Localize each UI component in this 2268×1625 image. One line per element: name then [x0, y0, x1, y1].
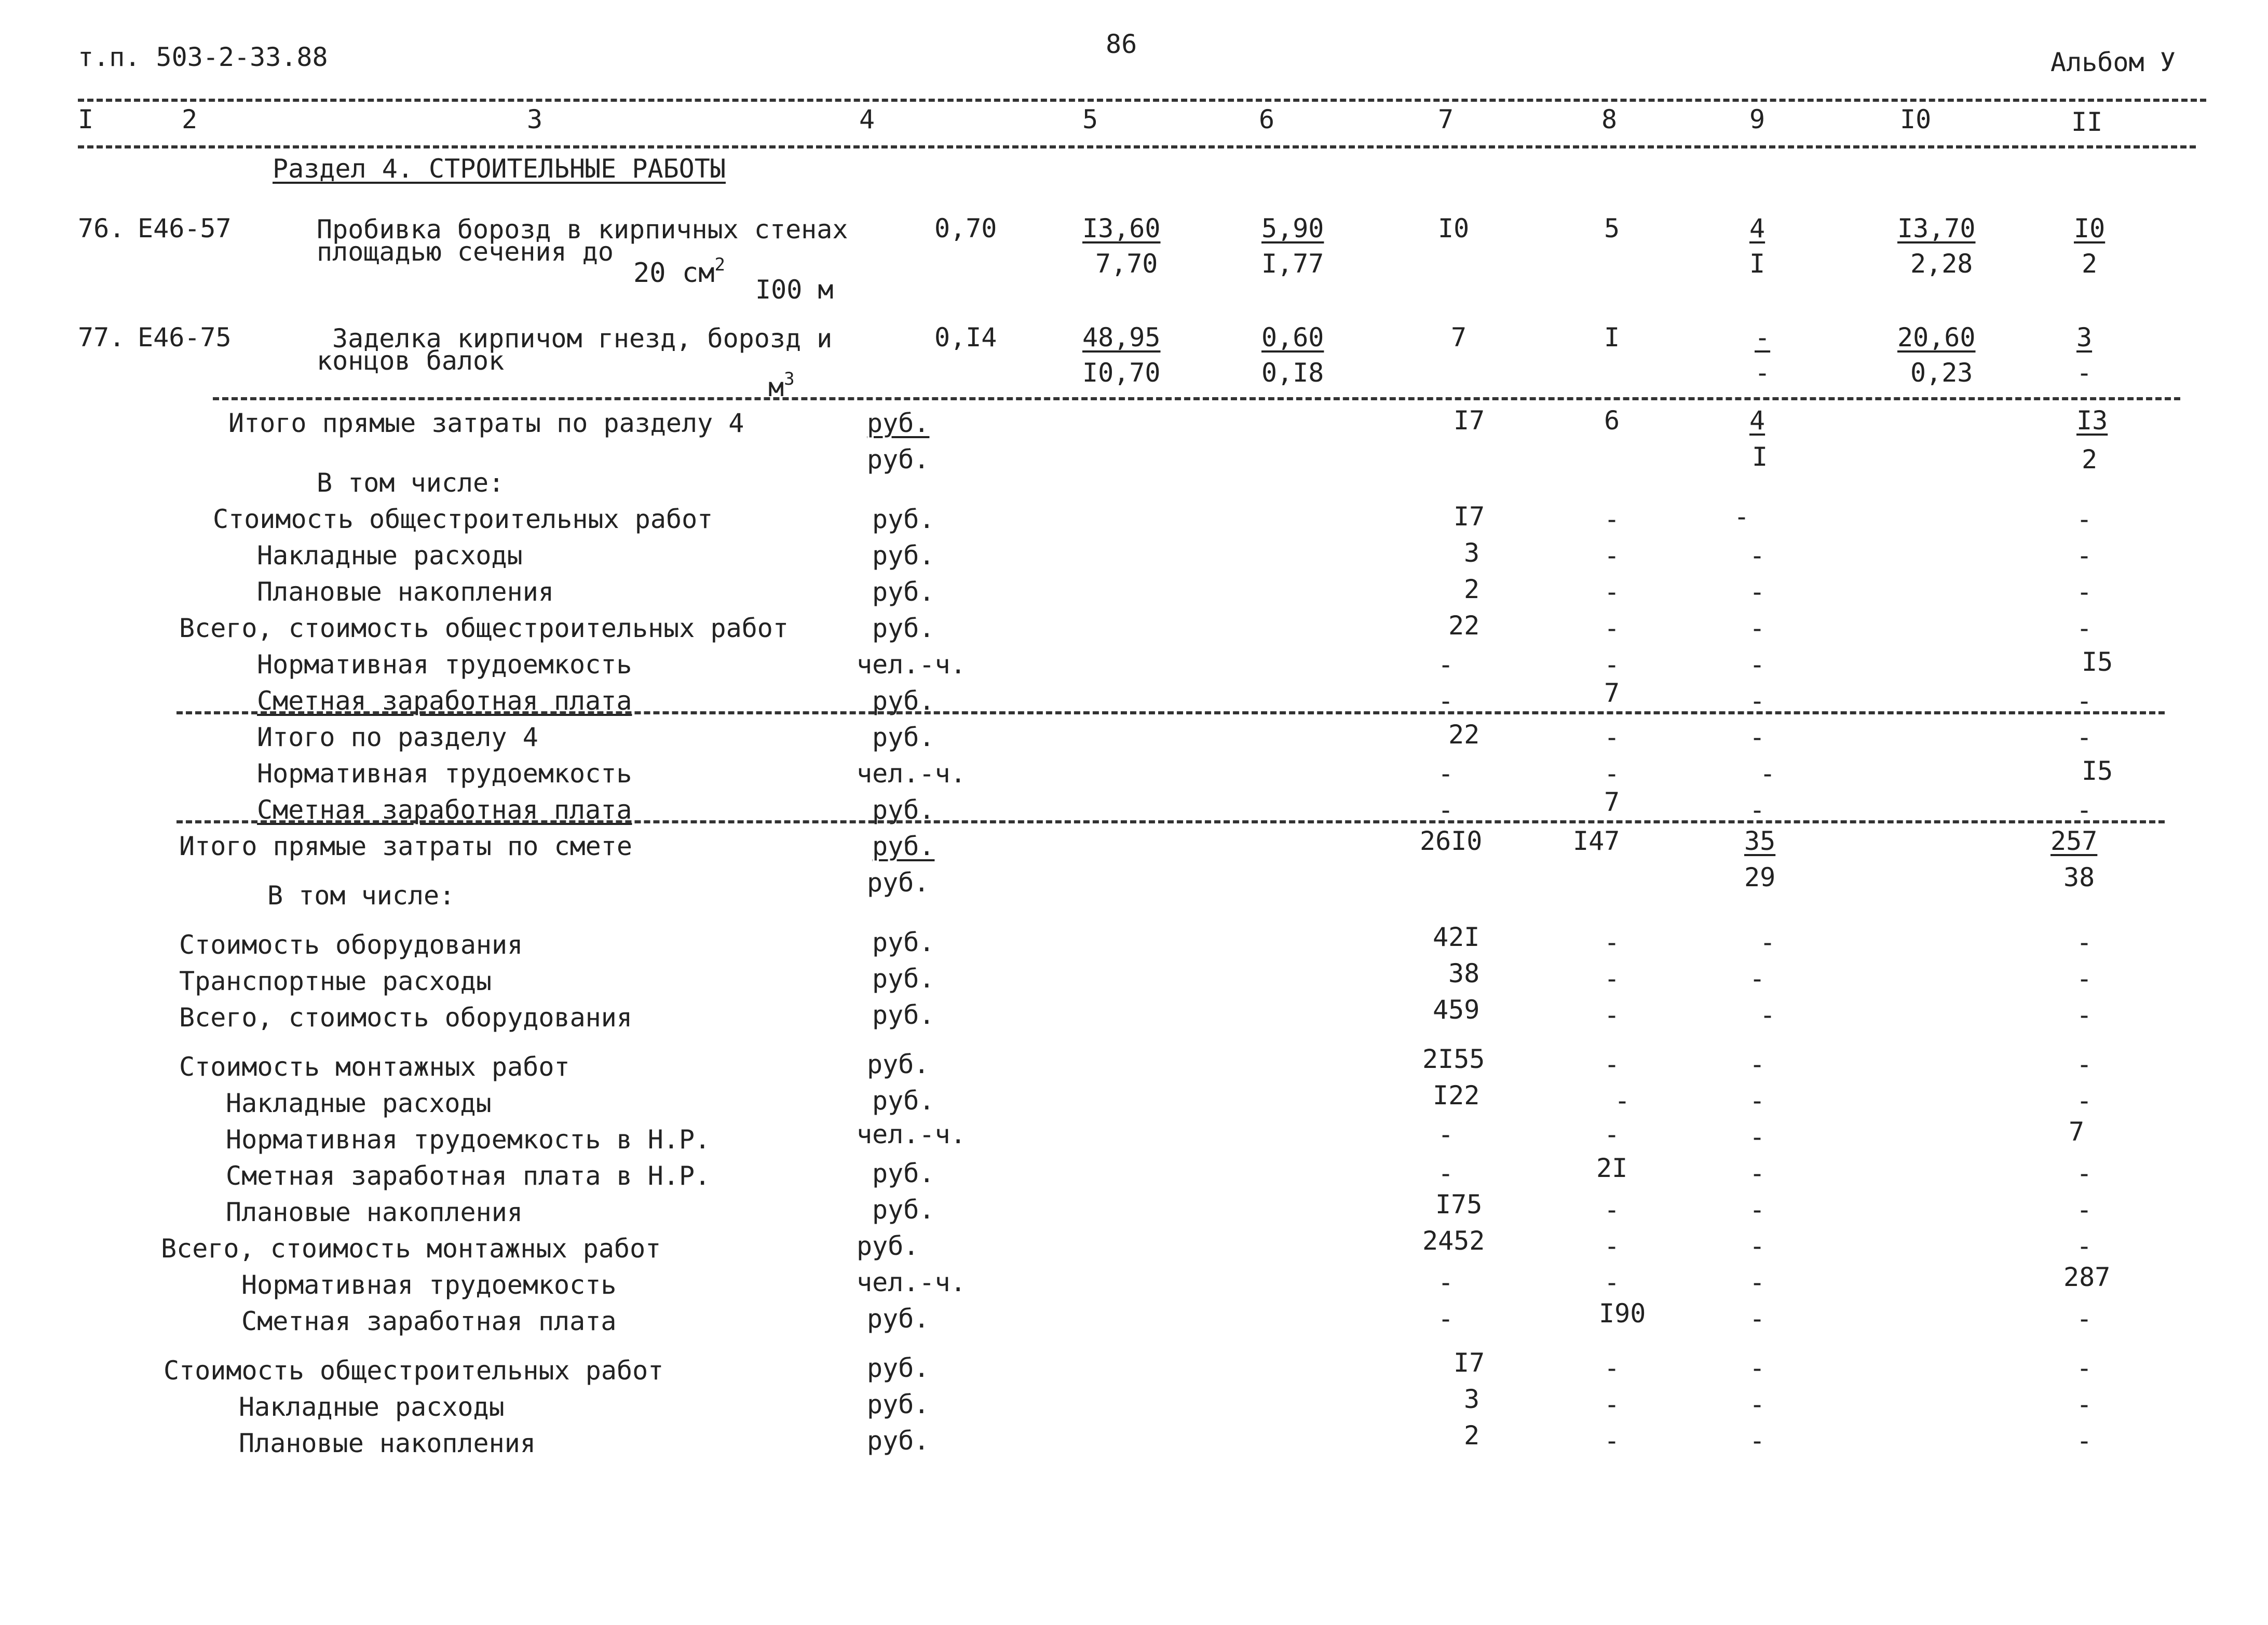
summary-unit: руб. — [867, 1389, 930, 1419]
summary-label: Плановые накопления — [257, 577, 554, 607]
summary-label: Плановые накопления — [226, 1197, 523, 1227]
summary-label: Итого прямые затраты по смете — [179, 831, 632, 861]
summary-machinery: - — [1749, 722, 1765, 752]
summary-wages: - — [1604, 1389, 1620, 1419]
summary-unit: чел.-ч. — [857, 649, 966, 680]
summary-labor: - — [2076, 722, 2093, 752]
summary-total: - — [1438, 649, 1454, 680]
unit-cost-machinery: 0,60 — [1261, 322, 1324, 353]
summary-machinery: - — [1760, 759, 1776, 789]
summary-total: - — [1438, 759, 1454, 789]
summary-unit: руб. — [867, 1426, 930, 1456]
summary-wages: - — [1604, 577, 1620, 607]
item-quantity: 0,70 — [934, 213, 997, 243]
summary-machinery: 4 — [1749, 405, 1765, 436]
summary-unit: руб. — [857, 1231, 919, 1261]
summary-wages: - — [1604, 1049, 1620, 1079]
column-header: 8 — [1601, 104, 1618, 134]
column-header: 3 — [527, 104, 543, 134]
summary-labor: - — [2076, 613, 2093, 643]
summary-unit: руб. — [872, 964, 935, 994]
item-quantity: 0,I4 — [934, 322, 997, 353]
summary-label: Накладные расходы — [226, 1088, 492, 1118]
summary-total: 3 — [1464, 1384, 1480, 1414]
summary-label: Стоимость оборудования — [179, 930, 523, 960]
summary-unit: руб. — [872, 577, 935, 607]
summary-labor: - — [2076, 577, 2093, 607]
summary-machinery: - — [1749, 540, 1765, 571]
summary-machinery: - — [1749, 1353, 1765, 1383]
labor-unit: I3,70 — [1897, 213, 1976, 243]
document-code: т.п. 503-2-33.88 — [78, 42, 328, 72]
column-header: 2 — [182, 104, 198, 134]
summary-total: - — [1438, 686, 1454, 716]
summary-unit: руб. — [867, 1304, 930, 1334]
summary-label: Стоимость общестроительных работ — [213, 504, 713, 534]
summary-label: Сметная заработная плата — [257, 686, 632, 716]
total-cost: 7 — [1451, 322, 1467, 353]
summary-total: 2452 — [1422, 1226, 1485, 1256]
wages-total: I — [1604, 322, 1620, 353]
summary-unit: руб. — [872, 1195, 935, 1225]
summary-machinery: - — [1749, 1389, 1765, 1419]
summary-wages: - — [1604, 1353, 1620, 1383]
summary-label: Сметная заработная плата — [257, 795, 632, 825]
summary-total: I7 — [1454, 502, 1485, 532]
summary-label: Нормативная трудоемкость в Н.Р. — [226, 1125, 711, 1155]
summary-machinery: - — [1760, 927, 1776, 957]
summary-label: Нормативная трудоемкость — [241, 1270, 617, 1300]
summary-machinery: - — [1749, 1086, 1765, 1116]
summary-wages: - — [1604, 613, 1620, 643]
summary-wages: - — [1604, 927, 1620, 957]
item-code: Е46-57 — [138, 213, 232, 243]
labor-total: 3 — [2076, 322, 2093, 353]
summary-unit: руб. — [872, 540, 935, 571]
summary-labor: - — [2076, 686, 2093, 716]
summary-labor: - — [2076, 964, 2093, 994]
summary-machinery: I — [1752, 442, 1768, 472]
summary-unit: руб. — [872, 504, 935, 534]
summary-unit: руб. — [872, 686, 935, 716]
labor-total: I0 — [2074, 213, 2106, 243]
machinery-wages-total: I — [1749, 249, 1765, 279]
summary-label: Нормативная трудоемкость — [257, 759, 632, 789]
item-description: концов балок — [317, 346, 505, 376]
labor-total-machinery: 2 — [2082, 249, 2098, 279]
summary-label: Сметная заработная плата в Н.Р. — [226, 1161, 711, 1191]
machinery-wages-total: - — [1755, 358, 1771, 388]
summary-machinery: - — [1749, 1304, 1765, 1334]
summary-unit: руб. — [872, 1000, 935, 1030]
summary-labor: - — [2076, 1195, 2093, 1225]
summary-labor: - — [2076, 1049, 2093, 1079]
summary-unit: руб. — [872, 1086, 935, 1116]
summary-machinery: - — [1749, 1426, 1765, 1456]
summary-machinery: - — [1749, 1195, 1765, 1225]
summary-labor: - — [2076, 1231, 2093, 1261]
summary-unit: руб. — [867, 444, 930, 475]
summary-total: 38 — [1448, 958, 1480, 988]
summary-wages: - — [1604, 1000, 1620, 1030]
total-cost: I0 — [1438, 213, 1470, 243]
summary-wages: - — [1604, 1426, 1620, 1456]
summary-wages: 7 — [1604, 787, 1620, 817]
summary-total: I7 — [1454, 405, 1485, 436]
summary-unit: руб. — [867, 868, 930, 898]
summary-machinery: - — [1749, 577, 1765, 607]
unit-cost-machinery-wages: I,77 — [1261, 249, 1324, 279]
item-number: 77. — [78, 322, 125, 353]
summary-wages: - — [1604, 1195, 1620, 1225]
column-header: 6 — [1259, 104, 1275, 134]
column-header: I — [78, 104, 94, 134]
summary-wages: - — [1604, 722, 1620, 752]
column-header: I0 — [1900, 104, 1932, 134]
album-label: Альбом У — [2050, 47, 2176, 77]
summary-total: 22 — [1448, 611, 1480, 641]
summary-machinery: - — [1749, 613, 1765, 643]
column-header: 5 — [1082, 104, 1098, 134]
summary-label: Накладные расходы — [257, 540, 523, 571]
summary-unit: руб. — [872, 1158, 935, 1188]
summary-total: - — [1438, 1119, 1454, 1149]
summary-labor: - — [2076, 1000, 2093, 1030]
summary-unit: руб. — [872, 927, 935, 957]
summary-labor: I3 — [2076, 405, 2108, 436]
summary-machinery: - — [1749, 795, 1765, 825]
summary-unit: чел.-ч. — [857, 1119, 966, 1149]
summary-machinery: 35 — [1744, 826, 1776, 856]
summary-label: Стоимость монтажных работ — [179, 1052, 570, 1082]
summary-total: 459 — [1433, 995, 1480, 1025]
item-unit-value: м — [768, 372, 784, 402]
summary-machinery: 29 — [1744, 862, 1776, 892]
summary-unit: руб. — [872, 613, 935, 643]
summary-wages: - — [1604, 504, 1620, 534]
summary-label: В том числе: — [317, 468, 505, 498]
summary-label: Итого по разделу 4 — [257, 722, 538, 752]
unit-cost-wages: I0,70 — [1082, 358, 1161, 388]
summary-total: I75 — [1435, 1189, 1483, 1220]
summary-labor: - — [2076, 1304, 2093, 1334]
header-top-rule — [78, 99, 2206, 102]
item-unit: I00 м — [755, 275, 834, 305]
unit-cost-machinery: 5,90 — [1261, 213, 1324, 243]
item-description: Пробивка борозд в кирпичных стенах — [317, 214, 848, 245]
summary-machinery: - — [1734, 502, 1750, 532]
summary-labor: 7 — [2069, 1117, 2085, 1147]
summary-wages: - — [1604, 759, 1620, 789]
unit-cost-total: I3,60 — [1082, 213, 1161, 243]
labor-unit: 20,60 — [1897, 322, 1976, 353]
summary-label: Плановые накопления — [239, 1428, 536, 1458]
summary-labor: - — [2076, 927, 2093, 957]
summary-unit: руб. — [872, 722, 935, 752]
column-header: 4 — [859, 104, 875, 134]
summary-labor: - — [2076, 795, 2093, 825]
summary-labor: 38 — [2063, 862, 2095, 892]
summary-total: 42I — [1433, 922, 1480, 952]
summary-machinery: - — [1749, 649, 1765, 680]
summary-machinery: - — [1760, 1000, 1776, 1030]
summary-unit: руб. — [872, 831, 935, 861]
item-description: площадью сечения до — [317, 237, 614, 267]
machinery-total: 4 — [1749, 213, 1765, 243]
item-area-exponent: 2 — [714, 254, 726, 275]
unit-cost-wages: 7,70 — [1095, 249, 1158, 279]
summary-machinery: - — [1749, 1267, 1765, 1297]
labor-total-machinery: - — [2076, 358, 2093, 388]
summary-total: 2 — [1464, 574, 1480, 604]
item-area-value: 20 см — [633, 258, 715, 289]
summary-unit: руб. — [867, 1049, 930, 1079]
summary-labor: I5 — [2082, 647, 2113, 677]
item-code: Е46-75 — [138, 322, 232, 353]
item-description: Заделка кирпичом гнезд, борозд и — [332, 323, 833, 354]
summary-wages: - — [1614, 1086, 1631, 1116]
summary-total: 26I0 — [1420, 826, 1483, 856]
page-number: 86 — [1106, 29, 1137, 59]
column-header: II — [2071, 107, 2103, 137]
summary-label: Итого прямые затраты по разделу 4 — [228, 408, 744, 438]
summary-machinery: - — [1749, 1158, 1765, 1188]
summary-unit: чел.-ч. — [857, 759, 966, 789]
machinery-total: - — [1755, 322, 1771, 353]
summary-total: - — [1438, 1304, 1454, 1334]
labor-unit-machinery: 2,28 — [1910, 249, 1973, 279]
summary-total: - — [1438, 795, 1454, 825]
summary-labor: 287 — [2063, 1262, 2111, 1292]
item-unit-exponent: 3 — [784, 369, 795, 389]
summary-label: Всего, стоимость монтажных работ — [161, 1234, 661, 1264]
summary-label: Стоимость общестроительных работ — [164, 1356, 664, 1386]
summary-wages: - — [1604, 649, 1620, 680]
summary-labor: - — [2076, 1086, 2093, 1116]
section-rule — [213, 397, 2180, 400]
summary-total: 2I55 — [1422, 1044, 1485, 1074]
summary-labor: 257 — [2050, 826, 2098, 856]
summary-machinery: - — [1749, 1049, 1765, 1079]
summary-machinery: - — [1749, 1231, 1765, 1261]
wages-total: 5 — [1604, 213, 1620, 243]
summary-total: 3 — [1464, 538, 1480, 568]
labor-unit-machinery: 0,23 — [1910, 358, 1973, 388]
section-title: Раздел 4. СТРОИТЕЛЬНЫЕ РАБОТЫ — [273, 154, 726, 184]
summary-labor: - — [2076, 504, 2093, 534]
summary-label: Всего, стоимость общестроительных работ — [179, 613, 789, 643]
summary-labor: I5 — [2082, 756, 2113, 786]
summary-total: - — [1438, 1267, 1454, 1297]
summary-unit: руб. — [867, 1353, 930, 1383]
summary-unit: чел.-ч. — [857, 1267, 966, 1297]
summary-label: Транспортные расходы — [179, 966, 492, 996]
summary-labor: - — [2076, 1426, 2093, 1456]
item-number: 76. — [78, 213, 125, 243]
summary-labor: - — [2076, 1353, 2093, 1383]
summary-wages: - — [1604, 1119, 1620, 1149]
unit-cost-machinery-wages: 0,I8 — [1261, 358, 1324, 388]
summary-labor: 2 — [2082, 444, 2098, 475]
summary-total: I7 — [1454, 1348, 1485, 1378]
item-area — [633, 249, 725, 289]
summary-wages: - — [1604, 1267, 1620, 1297]
summary-labor: - — [2076, 1158, 2093, 1188]
summary-wages: I90 — [1599, 1298, 1646, 1329]
summary-machinery: - — [1749, 1122, 1765, 1152]
summary-wages: I47 — [1573, 826, 1620, 856]
summary-labor: - — [2076, 540, 2093, 571]
unit-cost-total: 48,95 — [1082, 322, 1161, 353]
summary-label: В том числе: — [267, 881, 455, 911]
summary-label: Нормативная трудоемкость — [257, 649, 632, 680]
summary-machinery: - — [1749, 686, 1765, 716]
summary-wages: 6 — [1604, 405, 1620, 436]
summary-machinery: - — [1749, 964, 1765, 994]
column-header: 7 — [1438, 104, 1454, 134]
summary-total: - — [1438, 1158, 1454, 1188]
summary-wages: 2I — [1596, 1153, 1628, 1183]
summary-labor: - — [2076, 1389, 2093, 1419]
column-header: 9 — [1749, 104, 1765, 134]
summary-rule — [176, 711, 2165, 714]
summary-unit: руб. — [872, 795, 935, 825]
summary-label: Всего, стоимость оборудования — [179, 1003, 632, 1033]
summary-rule — [176, 820, 2165, 823]
summary-total: 22 — [1448, 720, 1480, 750]
summary-wages: - — [1604, 964, 1620, 994]
summary-wages: - — [1604, 540, 1620, 571]
summary-wages: 7 — [1604, 678, 1620, 708]
summary-total: I22 — [1433, 1080, 1480, 1111]
summary-label: Сметная заработная плата — [241, 1306, 617, 1336]
summary-label: Накладные расходы — [239, 1392, 505, 1422]
header-bottom-rule — [78, 145, 2196, 148]
summary-total: 2 — [1464, 1420, 1480, 1451]
summary-unit: руб. — [867, 408, 930, 438]
summary-wages: - — [1604, 1231, 1620, 1261]
